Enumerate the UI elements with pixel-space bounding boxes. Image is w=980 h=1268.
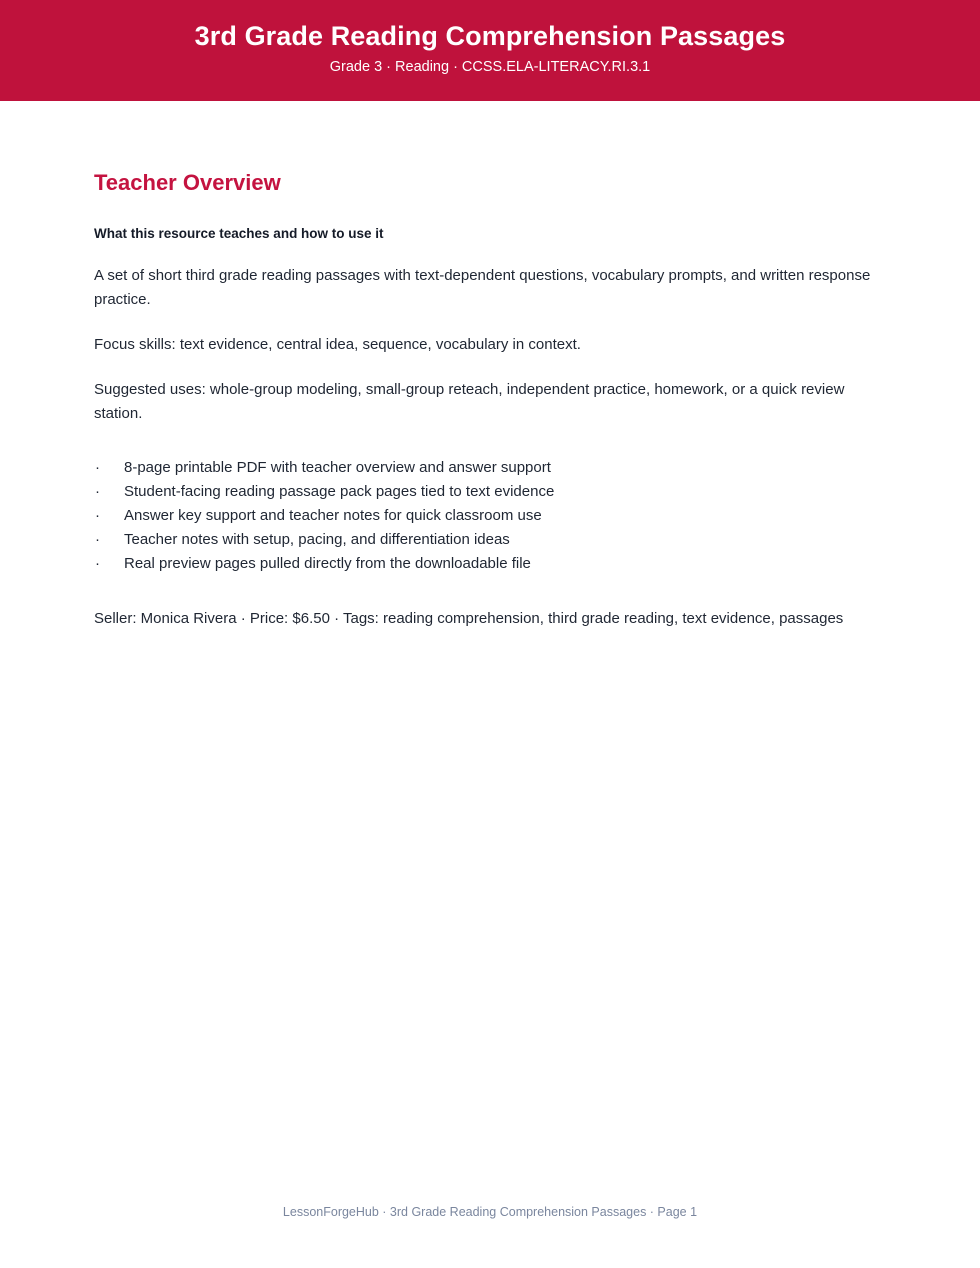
bullet-icon: · <box>95 531 100 548</box>
overview-paragraph-1: A set of short third grade reading passages with text-dependent questions, vocabulary prompts, and written response practice. <box>94 267 871 308</box>
list-item-label: Answer key support and teacher notes for quick classroom use <box>124 507 542 524</box>
overview-paragraph-3: Suggested uses: whole-group modeling, small-group reteach, independent practice, homework, or a quick review station. <box>94 381 845 422</box>
footer-text: LessonForgeHub · 3rd Grade Reading Comprehension Passages · Page 1 <box>282 1205 698 1219</box>
page-subtitle: Grade 3 · Reading · CCSS.ELA-LITERACY.RI.3.1 <box>329 59 651 75</box>
list-item-label: Real preview pages pulled directly from the downloadable file <box>124 555 531 572</box>
list-item <box>94 528 886 552</box>
overview-paragraph-2: Focus skills: text evidence, central idea, sequence, vocabulary in context. <box>94 336 581 353</box>
feature-list <box>94 456 886 576</box>
bullet-icon: · <box>95 555 100 572</box>
list-item <box>94 480 886 504</box>
resource-meta-line: Seller: Monica Rivera · Price: $6.50 · Tags: reading comprehension, third grade reading, text evidence, passages <box>94 610 844 627</box>
document-header-band <box>0 0 980 101</box>
bullet-icon: · <box>95 459 100 476</box>
section-subtitle: What this resource teaches and how to use it <box>94 226 384 241</box>
document-body <box>0 101 980 1203</box>
list-item-label: Teacher notes with setup, pacing, and differentiation ideas <box>124 531 510 548</box>
list-item <box>94 552 886 576</box>
list-item <box>94 456 886 480</box>
bullet-icon: · <box>95 483 100 500</box>
bullet-icon: · <box>95 507 100 524</box>
document-footer <box>0 1203 980 1268</box>
list-item-label: 8-page printable PDF with teacher overview and answer support <box>124 459 551 476</box>
section-title-teacher-overview: Teacher Overview <box>94 170 281 195</box>
list-item-label: Student-facing reading passage pack pages tied to text evidence <box>124 483 555 500</box>
list-item <box>94 504 886 528</box>
page-title: 3rd Grade Reading Comprehension Passages <box>194 21 786 51</box>
